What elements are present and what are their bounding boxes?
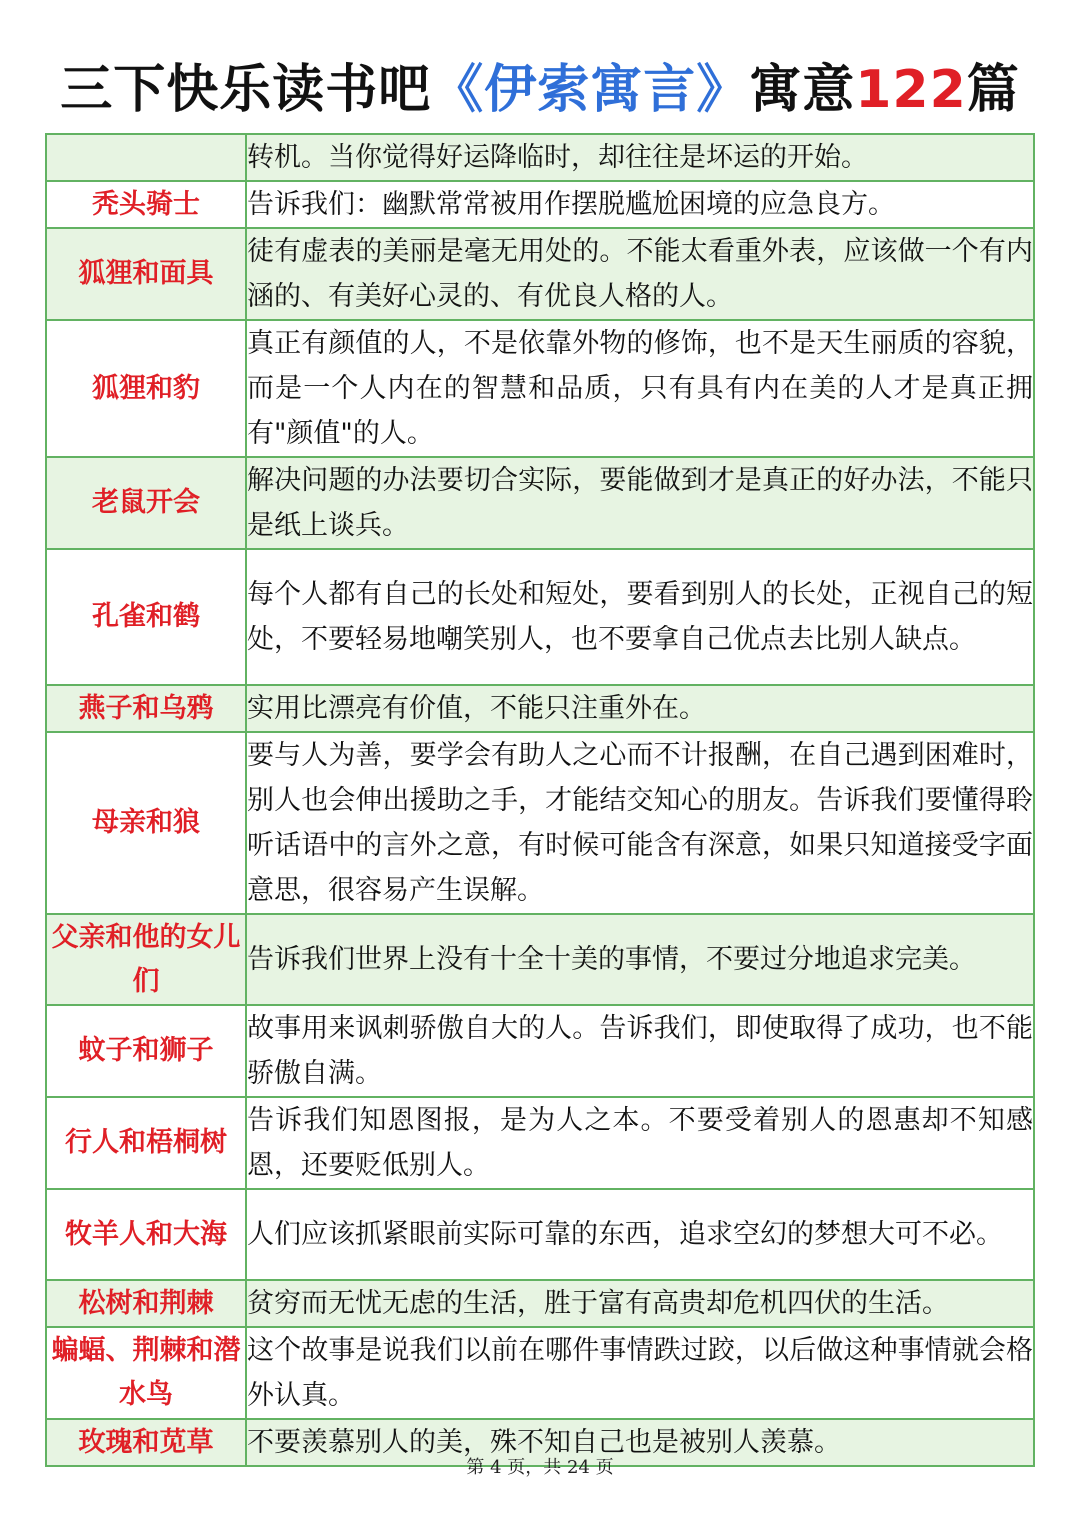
table-row xyxy=(46,134,1034,181)
page-number-footer: 第 4 页，共 24 页 xyxy=(466,1457,614,1478)
table-row xyxy=(46,1327,1034,1419)
fable-meaning: 实用比漂亮有价值，不能只注重外在。 xyxy=(246,685,1034,732)
fable-name: 松树和荆棘 xyxy=(46,1280,246,1327)
page-title xyxy=(0,50,1080,130)
fable-meaning: 解决问题的办法要切合实际，要能做到才是真正的好办法，不能只是纸上谈兵。 xyxy=(246,457,1034,549)
fable-meaning-table xyxy=(45,133,1035,1467)
fable-name: 老鼠开会 xyxy=(46,457,246,549)
fable-name: 母亲和狼 xyxy=(46,732,246,914)
fable-meaning: 每个人都有自己的长处和短处，要看到别人的长处，正视自己的短处，不要轻易地嘲笑别人，也不要拿自己优点去比别人缺点。 xyxy=(246,549,1034,685)
fable-name: 玫瑰和苋草 xyxy=(46,1419,246,1466)
fable-name: 狐狸和面具 xyxy=(46,228,246,320)
fable-name: 蚊子和狮子 xyxy=(46,1005,246,1097)
fable-meaning: 告诉我们知恩图报，是为人之本。不要受着别人的恩惠却不知感恩，还要贬低别人。 xyxy=(246,1097,1034,1189)
table-row xyxy=(46,1005,1034,1097)
table-row xyxy=(46,320,1034,457)
title-suffix: 寓意 xyxy=(749,60,856,120)
fable-meaning: 这个故事是说我们以前在哪件事情跌过跤，以后做这种事情就会格外认真。 xyxy=(246,1327,1034,1419)
table-row xyxy=(46,181,1034,228)
fable-meaning: 真正有颜值的人，不是依靠外物的修饰，也不是天生丽质的容貌，而是一个人内在的智慧和品质，只有具有内在美的人才是真正拥有"颜值"的人。 xyxy=(246,320,1034,457)
fable-name xyxy=(46,134,246,181)
table-row xyxy=(46,685,1034,732)
table-row xyxy=(46,732,1034,914)
table-row xyxy=(46,1189,1034,1280)
table-row xyxy=(46,1097,1034,1189)
fable-name: 燕子和乌鸦 xyxy=(46,685,246,732)
fable-name: 行人和梧桐树 xyxy=(46,1097,246,1189)
table-row xyxy=(46,549,1034,685)
fable-name: 蝙蝠、荆棘和潜水鸟 xyxy=(46,1327,246,1419)
fable-meaning: 要与人为善，要学会有助人之心而不计报酬，在自己遇到困难时，别人也会伸出援助之手，才能结交知心的朋友。告诉我们要懂得聆听话语中的言外之意，有时候可能含有深意，如果只知道接受字面意思，很容易产生误解。 xyxy=(246,732,1034,914)
fable-meaning: 贫穷而无忧无虑的生活，胜于富有高贵却危机四伏的生活。 xyxy=(246,1280,1034,1327)
fable-name: 秃头骑士 xyxy=(46,181,246,228)
fable-name: 牧羊人和大海 xyxy=(46,1189,246,1280)
fable-meaning: 告诉我们世界上没有十全十美的事情，不要过分地追求完美。 xyxy=(246,914,1034,1005)
table-row xyxy=(46,1280,1034,1327)
title-book-name: 《伊索寓言》 xyxy=(431,60,750,120)
fable-meaning: 告诉我们：幽默常常被用作摆脱尴尬困境的应急良方。 xyxy=(246,181,1034,228)
fable-meaning: 人们应该抓紧眼前实际可靠的东西，追求空幻的梦想大可不必。 xyxy=(246,1189,1034,1280)
fable-meaning: 故事用来讽刺骄傲自大的人。告诉我们，即使取得了成功，也不能骄傲自满。 xyxy=(246,1005,1034,1097)
fable-meaning: 不要羡慕别人的美，殊不知自己也是被别人羡慕。 xyxy=(246,1419,1034,1466)
fable-name: 孔雀和鹤 xyxy=(46,549,246,685)
fable-name: 狐狸和豹 xyxy=(46,320,246,457)
fable-meaning: 徒有虚表的美丽是毫无用处的。不能太看重外表，应该做一个有内涵的、有美好心灵的、有优良人格的人。 xyxy=(246,228,1034,320)
table-row xyxy=(46,457,1034,549)
table-row xyxy=(46,914,1034,1005)
title-unit: 篇 xyxy=(966,60,1020,120)
fable-name: 父亲和他的女儿们 xyxy=(46,914,246,1005)
title-prefix: 三下快乐读书吧 xyxy=(60,60,432,120)
table-row xyxy=(46,228,1034,320)
fable-meaning: 转机。当你觉得好运降临时，却往往是坏运的开始。 xyxy=(246,134,1034,181)
title-number: 122 xyxy=(855,60,967,120)
